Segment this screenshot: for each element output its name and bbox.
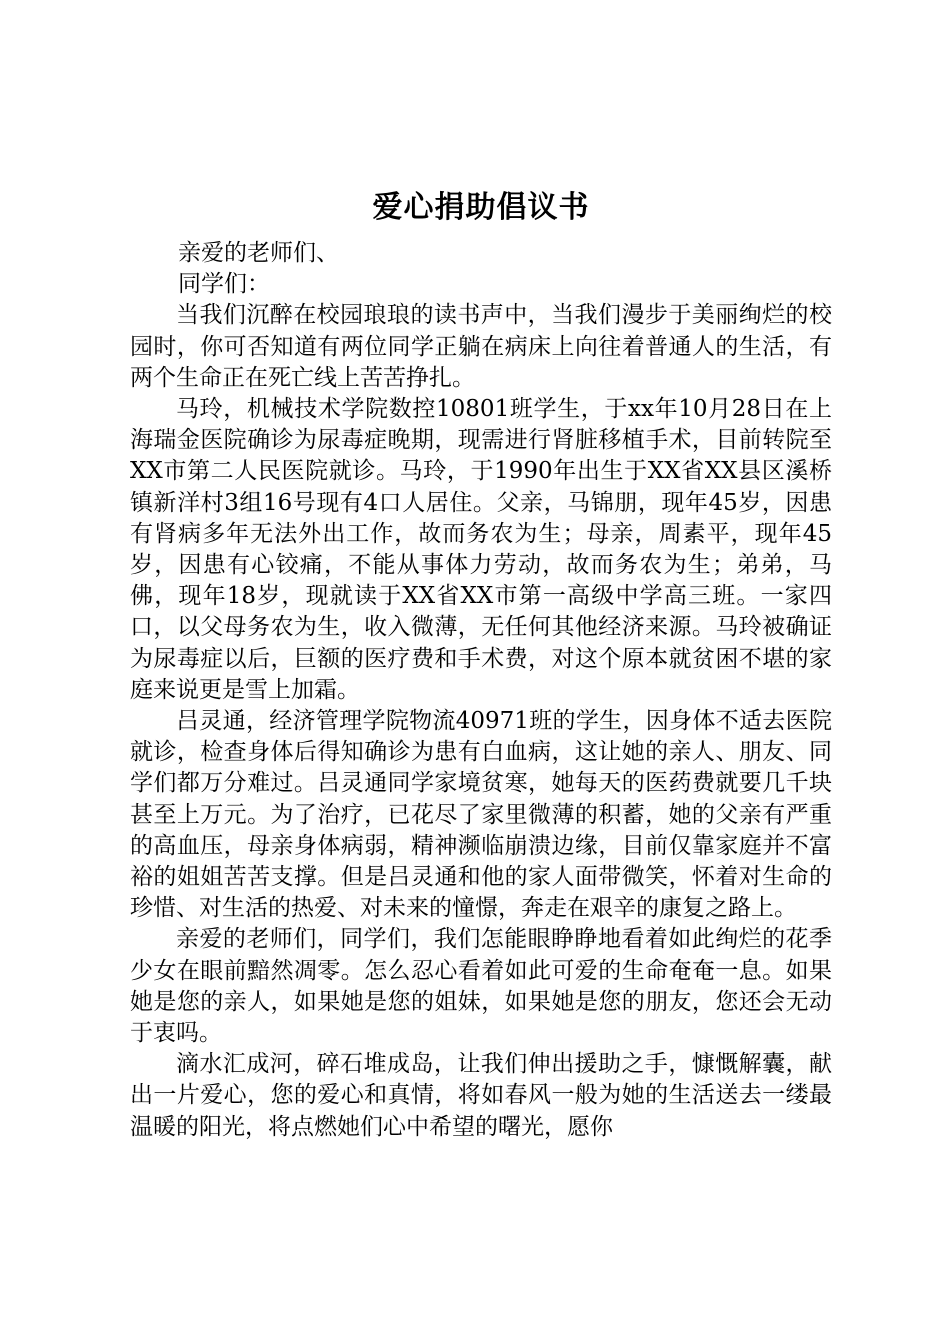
salutation-line-2: 同学们： (178, 271, 270, 298)
salutation-line-1: 亲爱的老师们、 (178, 240, 339, 266)
paragraph-ma-ling: 马玲，机械技术学院数控10801班学生，于xx年10月28日在上海瑞金医院确诊为尿毒症晚期，现需进行肾脏移植手术，目前转院至XX市第二人民医院就诊。马玲，于1990年出生于XX省XX县区溪桥镇新洋村3组16号现有4口人居住。父亲，马锦朋，现年45岁，因患有肾病多年无法外出工作，故而务农为生；母亲，周素平，现年45岁，因患有心铰痛，不能从事体力劳动，故而务农为生；弟弟，马佛，现年18岁，现就读于XX省XX市第一高级中学高三班。一家四口，以父母务农为生，收入微薄，无任何其他经济来源。马玲被确证为尿毒症以后，巨额的医疗费和手术费，对这个原本就贫困不堪的家庭来说更是雪上加霜。 (130, 396, 832, 703)
document-title: 爱心捐助倡议书 (372, 190, 590, 225)
paragraph-appeal: 亲爱的老师们，同学们，我们怎能眼睁睁地看着如此绚烂的花季少女在眼前黯然凋零。怎么忍心看着如此可爱的生命奄奄一息。如果她是您的亲人，如果她是您的姐妹，如果她是您的朋友，您还会无动于衷吗。 (130, 926, 832, 1047)
document-body (130, 238, 832, 1143)
paragraph-lv-lingtong: 吕灵通，经济管理学院物流40971班的学生，因身体不适去医院就诊，检查身体后得知确诊为患有白血病，这让她的亲人、朋友、同学们都万分难过。吕灵通同学家境贫寒，她每天的医药费就要几千块甚至上万元。为了治疗，已花尽了家里微薄的积蓄，她的父亲有严重的高血压，母亲身体病弱，精神濒临崩溃边缘，目前仅靠家庭并不富裕的姐姐苦苦支撑。但是吕灵通和他的家人面带微笑，怀着对生命的珍惜、对生活的热爱、对未来的憧憬，奔走在艰辛的康复之路上。 (130, 708, 832, 922)
paragraph-call-to-action: 滴水汇成河，碎石堆成岛，让我们伸出援助之手，慷慨解囊，献出一片爱心，您的爱心和真情，将如春风一般为她的生活送去一缕最温暖的阳光，将点燃她们心中希望的曙光，愿你 (130, 1051, 832, 1140)
paragraph-intro: 当我们沉醉在校园琅琅的读书声中，当我们漫步于美丽绚烂的校园时，你可否知道有两位同学正躺在病床上向往着普通人的生活，有两个生命正在死亡线上苦苦挣扎。 (130, 302, 832, 391)
